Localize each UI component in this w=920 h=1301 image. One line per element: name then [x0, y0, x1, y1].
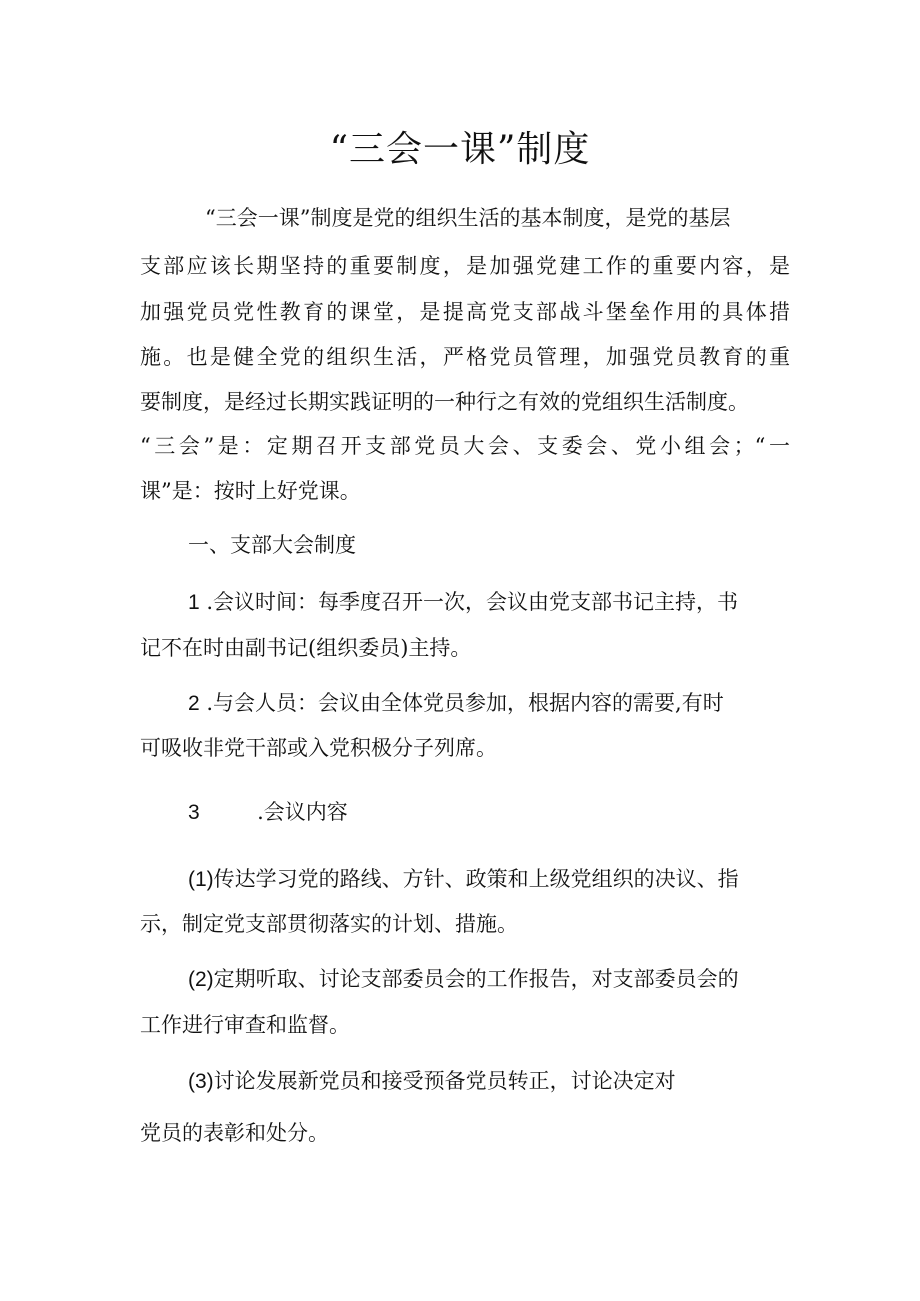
sub-item-number: (2): [188, 968, 214, 991]
sub-item-1: [188, 864, 739, 895]
list-item-1-cont: 记不在时由副书记(组织委员)主持。: [140, 636, 472, 660]
intro-line-3: 加强党员党性教育的课堂，是提高党支部战斗堡垒作用的具体措: [140, 300, 790, 324]
sub-item-1-cont: 示，制定党支部贯彻落实的计划、措施。: [140, 912, 518, 936]
intro-line-7: 课”是：按时上好党课。: [140, 479, 361, 503]
list-item-2-cont: 可吸收非党干部或入党积极分子列席。: [140, 736, 497, 760]
sub-item-text: 传达学习党的路线、方针、政策和上级党组织的决议、指: [213, 867, 739, 891]
sub-item-number: (1): [188, 868, 214, 891]
list-item-1: [188, 587, 738, 618]
item-text: .会议时间：每季度召开一次，会议由党支部书记主持，书: [206, 590, 739, 614]
sub-item-2: [188, 964, 739, 995]
document-title: “三会一课”制度: [329, 129, 591, 170]
sub-item-text: 讨论发展新党员和接受预备党员转正，讨论决定对: [213, 1069, 676, 1093]
item-text: .与会人员：会议由全体党员参加，根据内容的需要,有时: [206, 691, 724, 715]
intro-line-1: “三会一课”制度是党的组织生活的基本制度，是党的基层: [205, 206, 731, 230]
item-number: 1: [188, 591, 200, 614]
sub-item-text: 定期听取、讨论支部委员会的工作报告，对支部委员会的: [213, 967, 739, 991]
item-text: .会议内容: [257, 800, 348, 824]
intro-line-4: 施。也是健全党的组织生活，严格党员管理，加强党员教育的重: [140, 345, 790, 369]
intro-line-6: “三会”是：定期召开支部党员大会、支委会、党小组会；“一: [140, 434, 790, 458]
sub-item-3: [188, 1066, 676, 1097]
intro-line-2: 支部应该长期坚持的重要制度，是加强党建工作的重要内容，是: [140, 254, 790, 278]
list-item-3: [188, 797, 348, 828]
sub-item-2-cont: 工作进行审查和监督。: [140, 1013, 350, 1037]
sub-item-number: (3): [188, 1070, 214, 1093]
list-item-2: [188, 688, 724, 719]
item-number: 2: [188, 692, 200, 715]
section-heading: 一、支部大会制度: [188, 533, 356, 557]
sub-item-3-cont: 党员的表彰和处分。: [140, 1121, 329, 1145]
item-number: 3: [188, 801, 200, 824]
intro-line-5: 要制度，是经过长期实践证明的一种行之有效的党组织生活制度。: [140, 390, 749, 414]
